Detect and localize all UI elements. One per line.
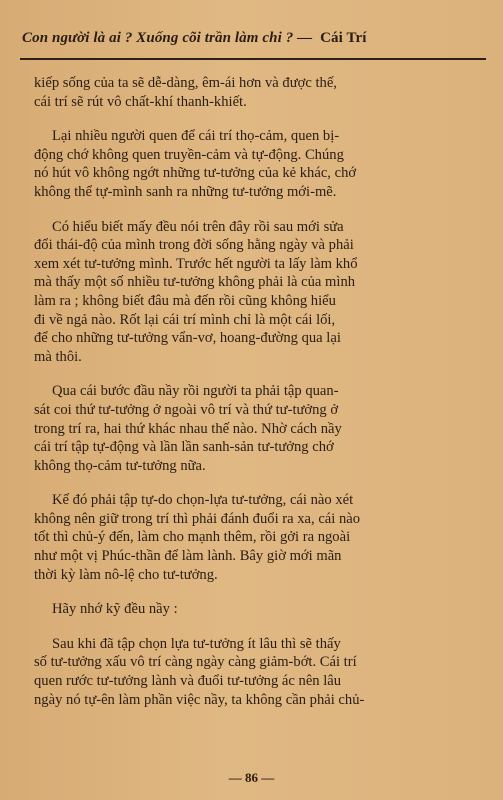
text-line: Hãy nhớ kỹ đều nầy :: [52, 601, 178, 618]
text-line: làm ra ; không biết đâu mà đến rồi cũng không hiểu: [34, 292, 336, 309]
paragraph: [34, 635, 474, 709]
text-line: xem xét tư-tưởng mình. Trước hết người ta lấy làm khổ: [34, 255, 358, 272]
text-line: sát coi thứ tư-tưởng ở ngoài vô trí và thứ tư-tưởng ở: [34, 401, 339, 418]
text-line: cái trí sẽ rút vô chất-khí thanh-khiết.: [34, 93, 247, 110]
paragraph: [34, 127, 474, 201]
header-author: Cái Trí: [320, 30, 367, 46]
page-number: — 86 —: [228, 770, 275, 785]
text-line: Có hiểu biết mấy đều nói trên đây rồi sau mới sửa: [52, 218, 344, 235]
text-line: Qua cái bước đầu nầy rồi người ta phải tập quan-: [52, 383, 339, 400]
text-line: ngày nó tự-ên làm phần việc nầy, ta không cần phải chủ-: [34, 691, 365, 708]
text-line: để cho những tư-tưởng vẩn-vơ, hoang-đường qua lại: [34, 330, 341, 347]
text-line: Sau khi đã tập chọn lựa tư-tưởng ít lâu thì sẽ thấy: [52, 635, 341, 652]
text-line: không thọ-cảm tư-tưởng nữa.: [34, 457, 206, 474]
text-line: động chớ không quen truyền-cảm và tự-động. Chúng: [34, 146, 344, 163]
text-line: đổi thái-độ của mình trong đời sống hằng ngày và phải: [34, 237, 354, 254]
text-line: không nên giữ trong trí thì phải đánh đuổi ra xa, cái nào: [34, 510, 361, 527]
text-line: Lại nhiều người quen để cái trí thọ-cảm, quen bị-: [52, 128, 340, 145]
paragraph: [34, 382, 474, 475]
text-line: số tư-tưởng xấu vô trí càng ngày càng giảm-bớt. Cái trí: [34, 654, 357, 671]
paragraph: [34, 74, 474, 111]
page-body: [34, 74, 474, 725]
header-title: Con người là ai ? Xuống cõi trần làm chi ? —: [22, 30, 313, 46]
paragraph: [34, 491, 474, 584]
text-line: không thể tự-mình sanh ra những tư-tưởng mới-mẽ.: [34, 183, 337, 200]
text-line: mà thấy một số nhiều tư-tưởng không phải là của mình: [34, 274, 356, 291]
text-line: như một vị Phúc-thần để làm lành. Bây giờ mới mãn: [34, 548, 342, 565]
text-line: đi về ngả nào. Rốt lại cái trí mình chỉ là một cái lối,: [34, 311, 336, 328]
text-line: quen rước tư-tưởng lành và đuổi tư-tưởng ác nên lâu: [34, 673, 342, 690]
text-line: mà thôi.: [34, 348, 82, 365]
text-line: nó hút vô không ngớt những tư-tưởng của kẻ khác, chớ: [34, 165, 357, 182]
text-line: cái trí tập tự-động và lần lần sanh-sản tư-tưởng chớ: [34, 439, 334, 456]
running-header: [22, 30, 484, 47]
text-line: Kế đó phải tập tự-do chọn-lựa tư-tưởng, cái nào xét: [52, 492, 354, 509]
text-line: trong trí ra, hai thứ khác nhau thế nào. Nhờ cách nầy: [34, 420, 342, 437]
paragraph: [34, 218, 474, 367]
text-line: tốt thì chủ-ý đến, làm cho mạnh thêm, rồi gởi ra ngoài: [34, 529, 351, 546]
text-line: kiếp sống của ta sẽ dễ-dàng, êm-ái hơn và được thế,: [34, 75, 337, 91]
header-rule: [20, 58, 486, 60]
text-line: thời kỳ làm nô-lệ cho tư-tưởng.: [34, 566, 218, 583]
paragraph: [34, 600, 474, 619]
